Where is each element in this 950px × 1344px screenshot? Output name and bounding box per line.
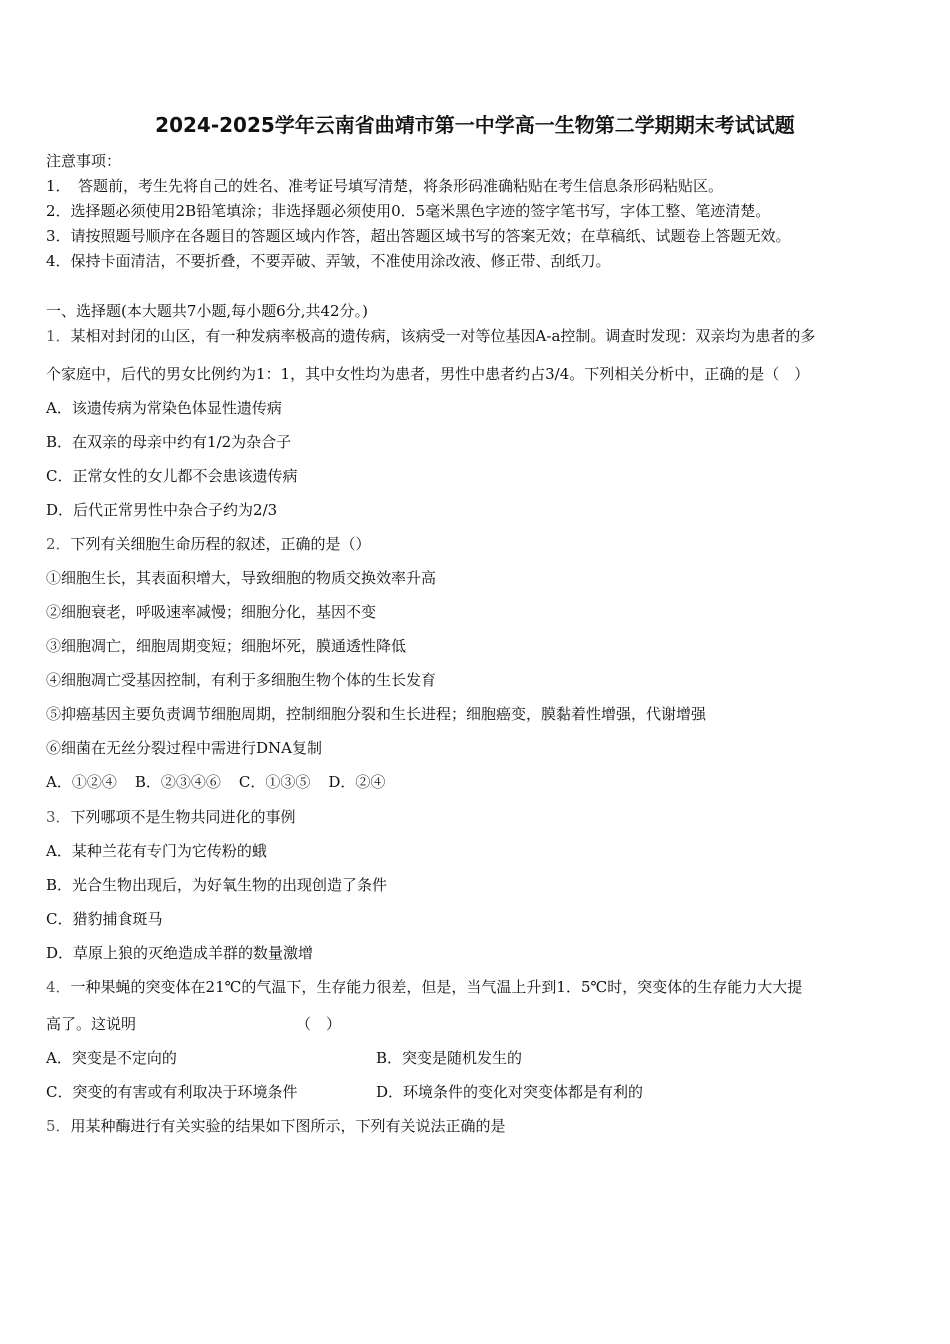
q2-statement: ②细胞衰老，呼吸速率减慢；细胞分化，基因不变: [46, 603, 377, 621]
q2-options-row: [46, 772, 403, 792]
question-text: 下列哪项不是生物共同进化的事例: [70, 808, 296, 826]
question-text: 一种果蝇的突变体在21℃的气温下，生存能力很差，但是，当气温上升到1．5℃时，突变体的生存能力大大提: [70, 978, 803, 996]
q2-statement: ⑤抑癌基因主要负责调节细胞周期，控制细胞分裂和生长进程；细胞癌变，膜黏着性增强，代谢增强: [46, 705, 707, 723]
q2-option-c: C．①③⑤: [238, 773, 311, 791]
q2-option-d: D．②④: [328, 773, 386, 791]
section-heading: 一、选择题(本大题共7小题,每小题6分,共42分。): [46, 302, 368, 320]
q2-statement: ⑥细菌在无丝分裂过程中需进行DNA复制: [46, 739, 322, 757]
page-title: 2024-2025学年云南省曲靖市第一中学高一生物第二学期期末考试试题: [155, 113, 795, 137]
q2-option-a: A．①②④: [46, 773, 117, 791]
question-number: 2．: [46, 535, 71, 553]
q3-option-d: D．草原上狼的灭绝造成羊群的数量激增: [46, 944, 314, 962]
q2-option-b: B．②③④⑥: [134, 773, 221, 791]
question-text: 某相对封闭的山区，有一种发病率极高的遗传病，该病受一对等位基因A-a控制。调查时发现：双亲均为患者的多: [70, 327, 816, 345]
notice-heading: 注意事项：: [46, 152, 122, 170]
q4-option-b: B．突变是随机发生的: [376, 1049, 523, 1067]
q4-option-d: D．环境条件的变化对突变体都是有利的: [376, 1083, 644, 1101]
question-5-stem: [46, 1116, 506, 1136]
question-1-stem-cont: 个家庭中，后代的男女比例约为1：1，其中女性均为患者，男性中患者约占3/4。下列相关分析中，正确的是（ ）: [46, 365, 810, 383]
question-3-stem: [46, 807, 296, 827]
notice-item: 4．保持卡面清洁，不要折叠，不要弄破、弄皱，不准使用涂改液、修正带、刮纸刀。: [46, 252, 611, 270]
question-number: 5．: [46, 1117, 71, 1135]
question-text: 下列有关细胞生命历程的叙述，正确的是（）: [70, 535, 371, 553]
question-1-stem: [46, 326, 815, 346]
notice-item: 1． 答题前，考生先将自己的姓名、准考证号填写清楚，将条形码准确粘贴在考生信息条形码粘贴区。: [46, 177, 724, 195]
q1-option-b: B．在双亲的母亲中约有1/2为杂合子: [46, 433, 292, 451]
question-number: 4．: [46, 978, 71, 996]
q1-option-d: D．后代正常男性中杂合子约为2/3: [46, 501, 278, 519]
question-number: 1．: [46, 327, 71, 345]
q1-option-a: A．该遗传病为常染色体显性遗传病: [46, 399, 282, 417]
q3-option-b: B．光合生物出现后，为好氧生物的出现创造了条件: [46, 876, 388, 894]
question-text: 用某种酶进行有关实验的结果如下图所示，下列有关说法正确的是: [70, 1117, 506, 1135]
question-number: 3．: [46, 808, 71, 826]
question-2-stem: [46, 534, 371, 554]
question-4-stem: [46, 977, 802, 997]
q3-option-a: A．某种兰花有专门为它传粉的蛾: [46, 842, 267, 860]
answer-paren: （ ）: [296, 1015, 342, 1033]
q3-option-c: C．猎豹捕食斑马: [46, 910, 163, 928]
q2-statement: ①细胞生长，其表面积增大，导致细胞的物质交换效率升高: [46, 569, 437, 587]
notice-item: 3．请按照题号顺序在各题目的答题区域内作答，超出答题区域书写的答案无效；在草稿纸、试题卷上答题无效。: [46, 227, 791, 245]
q2-statement: ④细胞凋亡受基因控制，有利于多细胞生物个体的生长发育: [46, 671, 437, 689]
q4-option-c: C．突变的有害或有利取决于环境条件: [46, 1083, 298, 1101]
q4-option-a: A．突变是不定向的: [46, 1049, 177, 1067]
q2-statement: ③细胞凋亡，细胞周期变短；细胞坏死，膜通透性降低: [46, 637, 407, 655]
question-4-stem-cont: [46, 1014, 341, 1034]
question-text: 高了。这说明: [46, 1015, 137, 1033]
q1-option-c: C．正常女性的女儿都不会患该遗传病: [46, 467, 298, 485]
notice-item: 2．选择题必须使用2B铅笔填涂；非选择题必须使用0．5毫米黑色字迹的签字笔书写，字体工整、笔迹清楚。: [46, 202, 771, 220]
